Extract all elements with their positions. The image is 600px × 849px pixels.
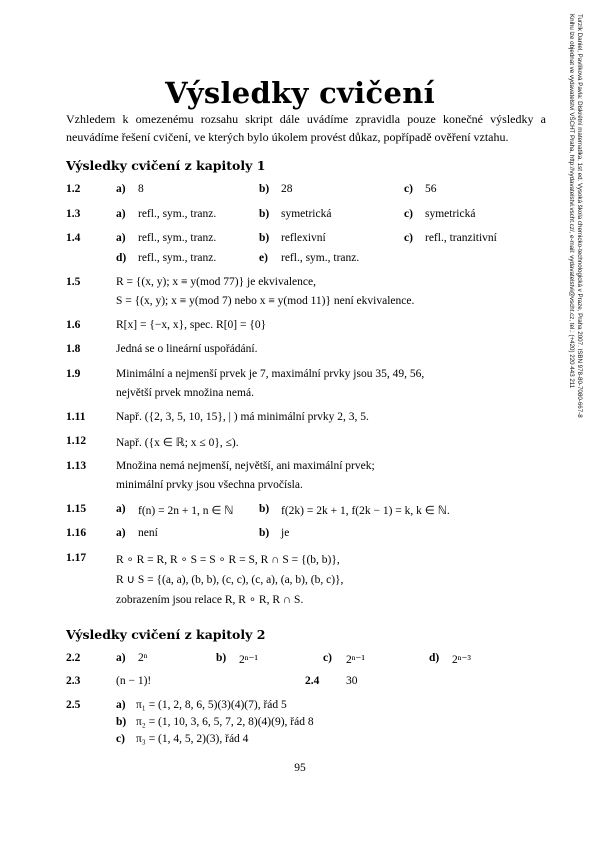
item-label: b) xyxy=(259,183,270,195)
item-label: b) xyxy=(259,232,270,244)
answer-line: Minimální a nejmenší prvek je 7, maximální prvky jsou 35, 49, 56, xyxy=(116,368,425,380)
item-label: a) xyxy=(116,208,126,220)
answer-line: zobrazením jsou relace R, R ∘ R, R ∩ S. xyxy=(116,594,304,606)
copyright-sidebar xyxy=(568,14,583,614)
item-label: c) xyxy=(116,733,125,745)
exercise-number: 1.3 xyxy=(66,208,81,220)
item-label: b) xyxy=(259,503,270,515)
item-value: 56 xyxy=(425,183,437,195)
item-label: b) xyxy=(116,716,127,728)
item-label: a) xyxy=(116,503,126,515)
intro-paragraph: Vzhledem k omezenému rozsahu skript dále uvádíme zpravidla pouze konečné výsledky a neuvádíme řešení cvičení, ve kterých bylo úkolem provést důkaz, popřípadě ověření vztahu. xyxy=(66,112,546,144)
item-label: c) xyxy=(404,183,413,195)
exercise-number: 2.2 xyxy=(66,652,81,664)
exercise-number: 2.4 xyxy=(305,675,320,687)
item-label: b) xyxy=(259,527,270,539)
item-value: 2ⁿ xyxy=(138,652,148,664)
section-heading-2: Výsledky cvičení z kapitoly 2 xyxy=(66,627,266,642)
item-value: je xyxy=(281,527,290,539)
item-value: refl., sym., tranz. xyxy=(281,252,360,264)
item-value: 2ⁿ⁻¹ xyxy=(239,654,258,666)
sidebar-line-1: Turzík Daniel, Pavlíková Pavla: Diskrétní matematika. 1st ed. Vysoká škola chemicko-technologická v Praze, Praha 2007. ISBN 978-80-7080-667-8 xyxy=(576,14,583,418)
exercise-number: 1.13 xyxy=(66,460,87,472)
item-label: a) xyxy=(116,183,126,195)
answer-line: S = {(x, y); x ≡ y(mod 7) nebo x ≡ y(mod 11)} není ekvivalence. xyxy=(116,295,415,307)
answer-line: největší prvek množina nemá. xyxy=(116,387,254,399)
item-label: c) xyxy=(404,208,413,220)
exercise-number: 1.12 xyxy=(66,435,87,447)
item-value: reflexivní xyxy=(281,232,326,244)
item-value: f(2k) = 2k + 1, f(2k − 1) = k, k ∈ ℕ. xyxy=(281,505,450,517)
item-value: 2ⁿ⁻³ xyxy=(452,654,471,666)
item-value: refl., sym., tranz. xyxy=(138,208,217,220)
item-label: b) xyxy=(259,208,270,220)
item-value: refl., tranzitivní xyxy=(425,232,497,244)
answer-line: (n − 1)! xyxy=(116,675,152,687)
item-label: a) xyxy=(116,232,126,244)
page-number: 95 xyxy=(294,762,306,774)
exercise-number: 1.15 xyxy=(66,503,87,515)
item-label: d) xyxy=(429,652,440,664)
item-label: e) xyxy=(259,252,268,264)
answer-line: R ∘ R = R, R ∘ S = S ∘ R = S, R ∩ S = {(b, b)}, xyxy=(116,554,340,566)
item-label: d) xyxy=(116,252,127,264)
item-label: c) xyxy=(323,652,332,664)
item-label: a) xyxy=(116,527,126,539)
item-value: symetrická xyxy=(425,208,476,220)
item-value: π₃ = (1, 4, 5, 2)(3), řád 4 xyxy=(136,733,249,745)
item-value: symetrická xyxy=(281,208,332,220)
page-title: Výsledky cvičení xyxy=(165,76,435,110)
exercise-number: 1.2 xyxy=(66,183,81,195)
answer-line: Např. ({2, 3, 5, 10, 15}, | ) má minimální prvky 2, 3, 5. xyxy=(116,411,369,423)
item-value: 28 xyxy=(281,183,293,195)
exercise-number: 1.6 xyxy=(66,319,81,331)
item-value: není xyxy=(138,527,158,539)
item-value: refl., sym., tranz. xyxy=(138,252,217,264)
item-value: 2ⁿ⁻¹ xyxy=(346,654,365,666)
exercise-number: 1.11 xyxy=(66,411,86,423)
answer-line: 30 xyxy=(346,675,358,687)
item-value: 8 xyxy=(138,183,144,195)
exercise-number: 1.5 xyxy=(66,276,81,288)
exercise-number: 1.16 xyxy=(66,527,87,539)
answer-line: Jedná se o lineární uspořádání. xyxy=(116,343,258,355)
item-value: refl., sym., tranz. xyxy=(138,232,217,244)
item-label: a) xyxy=(116,652,126,664)
exercise-number: 1.9 xyxy=(66,368,81,380)
exercise-number: 1.8 xyxy=(66,343,81,355)
item-value: π₂ = (1, 10, 3, 6, 5, 7, 2, 8)(4)(9), řád 8 xyxy=(136,716,314,728)
item-label: c) xyxy=(404,232,413,244)
item-value: π₁ = (1, 2, 8, 6, 5)(3)(4)(7), řád 5 xyxy=(136,699,287,711)
answer-line: R ∪ S = {(a, a), (b, b), (c, c), (c, a), (a, b), (b, c)}, xyxy=(116,574,344,586)
exercise-number: 2.5 xyxy=(66,699,81,711)
item-label: a) xyxy=(116,699,126,711)
answer-line: R = {(x, y); x ≡ y(mod 77)} je ekvivalence, xyxy=(116,276,316,288)
sidebar-line-2: Knihu lze objednat ve vydavatelství VŠCHT Praha, http://vydavatelstvi.vscht.cz/, e-mail: vydavatelstvi@vscht.cz, tel.: (+420) 220 443 211 xyxy=(568,14,575,389)
item-value: f(n) = 2n + 1, n ∈ ℕ xyxy=(138,505,234,517)
answer-line: Např. ({x ∈ ℝ; x ≤ 0}, ≤). xyxy=(116,437,239,449)
exercise-number: 2.3 xyxy=(66,675,81,687)
exercise-number: 1.4 xyxy=(66,232,81,244)
answer-line: minimální prvky jsou všechna prvočísla. xyxy=(116,479,303,491)
answer-line: R[x] = {−x, x}, spec. R[0] = {0} xyxy=(116,319,267,331)
answer-line: Množina nemá nejmenší, největší, ani maximální prvek; xyxy=(116,460,375,472)
section-heading-1: Výsledky cvičení z kapitoly 1 xyxy=(66,158,266,173)
item-label: b) xyxy=(216,652,227,664)
exercise-number: 1.17 xyxy=(66,552,87,564)
